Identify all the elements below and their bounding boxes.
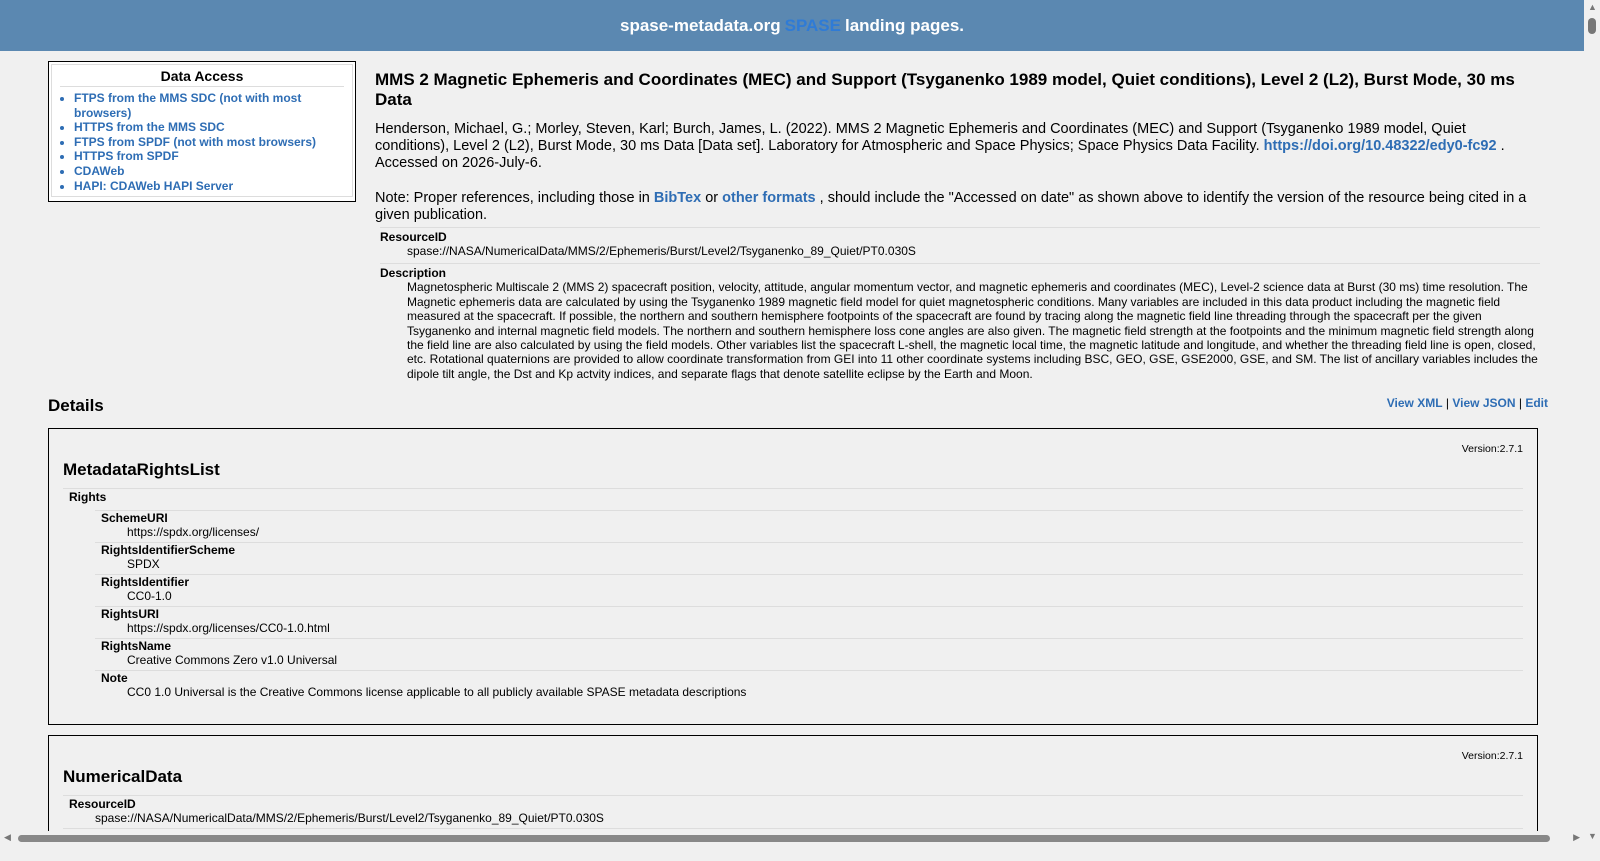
view-json-link[interactable]: View JSON [1452, 396, 1516, 410]
spase-logo-text[interactable]: SPASE [784, 15, 841, 35]
link-https-mms-sdc[interactable]: HTTPS from the MMS SDC [74, 120, 225, 135]
scroll-up-icon[interactable]: ▲ [1588, 2, 1597, 12]
field-row [95, 574, 1523, 606]
panel-title: NumericalData [63, 767, 183, 786]
horizontal-scroll-thumb[interactable] [18, 835, 1550, 842]
resource-id-label: ResourceID [69, 797, 136, 811]
banner-suffix: landing pages. [844, 15, 965, 35]
link-ftps-mms-sdc[interactable]: FTPS from the MMS SDC (not with most browsers) [74, 91, 302, 120]
data-access-box [48, 61, 356, 202]
edit-link[interactable]: Edit [1525, 396, 1548, 410]
resource-id-row [63, 795, 1523, 828]
page-title: MMS 2 Magnetic Ephemeris and Coordinates (MEC) and Support (Tsyganenko 1989 model, Quiet conditions), Level 2 (L2), Burst Mode, 30 ms Data [375, 70, 1515, 109]
note-suffix: , should include the "Accessed on date" as shown above to identify the version of the resource being cited in a given publication. [375, 190, 1527, 223]
version-label: Version:2.7.1 [1461, 443, 1523, 455]
scroll-right-icon[interactable]: ▶ [1573, 832, 1580, 842]
main-content [375, 70, 1540, 381]
rights-label: Rights [69, 490, 107, 504]
description-label: Description [380, 266, 447, 281]
vertical-scroll-thumb[interactable] [1588, 18, 1596, 34]
resource-id-label: ResourceID [380, 230, 447, 244]
description-value: Magnetospheric Multiscale 2 (MMS 2) spacecraft position, velocity, attitude, angular momentum vector, and magnetic ephemeris and coordinates (MEC), Level-2 science data at Burst (30 ms) time resolution. The Magnetic ephemeris data are calculated by using the Tsyganenko 1989 magnetic field model for quiet magnetospheric conditions. Many variables are included in this data product including the magnetic field measured at the spacecraft. If possible, the northern and southern hemisphere footpoints of the spacecraft are found by tracing along the magnetic field line threading through the spacecraft per the given Tsyganenko and internal magnetic field models. The northern and southern hemisphere loss cone angles are also given. The magnetic field strength at the footpoints and the minimum magnetic field strength along the field line are also calculated by using the field models. Other variables list the spacecraft L-shell, the magnetic local time, the magnetic latitude and longitude, and whether the threading field line is open, closed, etc. Rotational quaternions are provided to allow coordinate transformation from GEI into 11 other coordinate systems including BSC, GEO, GSE, GSE2000, GSE, and SM. The list of ancillary variables includes the dipole tilt angle, the Dst and Kp actvity indices, and separate flags that denote satellite eclipse by the Earth and Moon. [407, 280, 1538, 381]
field-label: SchemeURI [101, 511, 168, 525]
view-xml-link[interactable]: View XML [1386, 396, 1443, 410]
window-bottom-strip [0, 845, 1600, 861]
doi-link[interactable]: https://doi.org/10.48322/edy0-fc92 [1263, 138, 1497, 154]
metadata-rights-panel [48, 428, 1538, 725]
scroll-down-icon[interactable]: ▼ [1588, 831, 1597, 841]
field-row [95, 638, 1523, 670]
data-access-list [52, 91, 352, 193]
note-or: or [705, 190, 719, 206]
citation [375, 121, 1540, 172]
resource-id-field [380, 227, 1540, 258]
field-value: Creative Commons Zero v1.0 Universal [127, 653, 338, 667]
field-value: https://spdx.org/licenses/CC0-1.0.html [127, 621, 330, 635]
resource-id-value: spase://NASA/NumericalData/MMS/2/Ephemeris/Burst/Level2/Tsyganenko_89_Quiet/PT0.030S [95, 811, 604, 825]
field-label: Note [101, 671, 128, 685]
field-row [95, 510, 1523, 542]
note-prefix: Note: Proper references, including those in [375, 190, 650, 206]
site-banner [0, 0, 1584, 51]
field-value: SPDX [127, 557, 160, 571]
link-ftps-spdf[interactable]: FTPS from SPDF (not with most browsers) [74, 134, 317, 149]
field-row [95, 670, 1523, 702]
banner-prefix: spase-metadata.org [619, 15, 781, 35]
vertical-scrollbar[interactable] [1584, 0, 1600, 845]
accessed-date: . Accessed on 2026-July-6. [375, 138, 1505, 171]
horizontal-scrollbar[interactable] [0, 831, 1584, 845]
field-label: RightsName [101, 639, 172, 653]
description-field [380, 263, 1540, 381]
field-row [95, 542, 1523, 574]
separator: | [1445, 396, 1450, 410]
citation-text: Henderson, Michael, G.; Morley, Steven, Karl; Burch, James, L. (2022). MMS 2 Magnetic Ephemeris and Coordinates (MEC) and Support (Tsyganenko 1989 model, Quiet conditions), Level 2 (L2), Burst Mode, 30 ms Data [Data set]. Laboratory for Atmospheric and Space Physics; Space Physics Data Facility. [375, 121, 1466, 154]
rights-row [63, 488, 1523, 702]
data-access-title: Data Access [60, 68, 344, 87]
bibtex-link[interactable]: BibTex [653, 190, 702, 206]
link-hapi-server[interactable]: HAPI: CDAWeb HAPI Server [74, 178, 234, 193]
citation-note [375, 190, 1540, 224]
link-cdaweb[interactable]: CDAWeb [74, 163, 125, 178]
separator: | [1518, 396, 1522, 410]
scroll-left-icon[interactable]: ◀ [4, 832, 11, 842]
field-value: https://spdx.org/licenses/ [127, 525, 260, 539]
resource-id-value: spase://NASA/NumericalData/MMS/2/Ephemeris/Burst/Level2/Tsyganenko_89_Quiet/PT0.030S [407, 244, 916, 258]
numerical-data-panel [48, 735, 1538, 845]
field-label: RightsIdentifierScheme [101, 543, 236, 557]
other-formats-link[interactable]: other formats [722, 190, 816, 206]
field-row [95, 606, 1523, 638]
details-actions [1387, 396, 1548, 410]
panel-title: MetadataRightsList [63, 460, 220, 479]
details-heading: Details [48, 396, 104, 415]
link-https-spdf[interactable]: HTTPS from SPDF [74, 149, 179, 164]
field-value: CC0-1.0 [127, 589, 172, 603]
field-value: CC0 1.0 Universal is the Creative Commons license applicable to all publicly available SPASE metadata descriptions [127, 685, 747, 699]
field-label: RightsURI [101, 607, 159, 621]
version-label: Version:2.7.1 [1461, 750, 1523, 762]
field-label: RightsIdentifier [101, 575, 190, 589]
